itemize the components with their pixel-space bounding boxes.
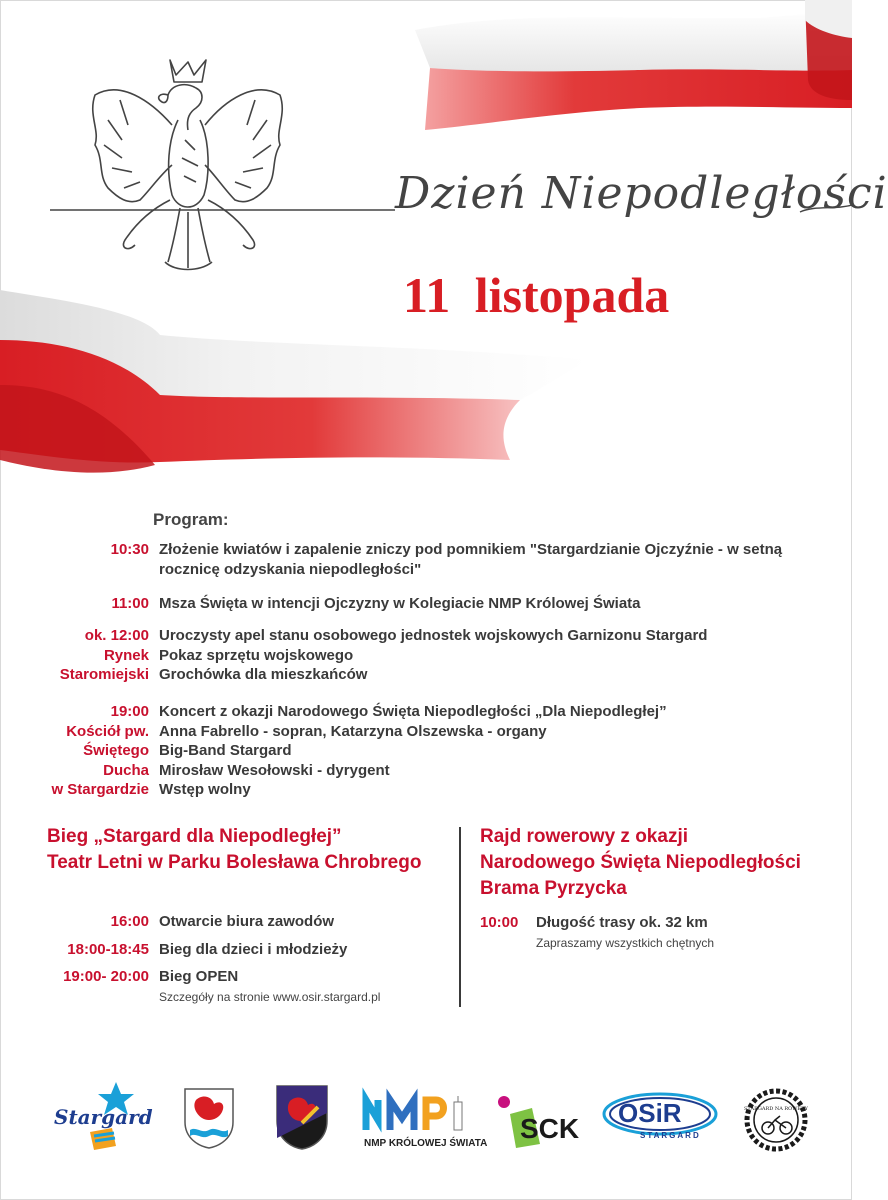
rally-note: Zapraszamy wszystkich chętnych — [536, 936, 715, 950]
osir-logo-subtext: STARGARD — [640, 1131, 701, 1140]
run-desc: Otwarcie biura zawodów — [159, 913, 335, 930]
program-desc: Uroczysty apel stanu osobowego jednostek wojskowych Garnizonu Stargard — [159, 627, 708, 644]
rally-desc: Długość trasy ok. 32 km — [536, 914, 708, 931]
bike-logo-text: STARGARD NA ROWERY — [744, 1106, 808, 1112]
program-location: Staromiejski — [59, 666, 149, 683]
flag-top-right — [415, 0, 852, 130]
program-location: Świętego — [83, 742, 149, 759]
nmp-logo — [364, 1094, 488, 1150]
nmp-logo-text: NMP KRÓLOWEJ ŚWIATA — [364, 1138, 488, 1149]
event-date: 11 listopada — [403, 267, 670, 323]
run-desc: Bieg OPEN — [159, 968, 239, 985]
eagle-emblem — [93, 60, 283, 270]
sck-logo-text: SCK — [520, 1113, 580, 1144]
run-desc: Bieg dla dzieci i młodzieży — [159, 941, 348, 958]
program-desc: Big-Band Stargard — [159, 742, 292, 759]
rally-title: Rajd rowerowy z okazji — [480, 826, 688, 847]
column-divider — [459, 827, 461, 1007]
run-time: 19:00- 20:00 — [63, 968, 149, 985]
program-desc: Mirosław Wesołowski - dyrygent — [159, 761, 390, 779]
rally-location: Brama Pyrzycka — [480, 878, 627, 899]
header-decoration — [0, 0, 852, 500]
osir-logo-text: OSiR — [618, 1098, 682, 1128]
script-title: Dzień Niepodległości — [395, 168, 888, 219]
run-title: Bieg „Stargard dla Niepodległej” — [47, 826, 342, 847]
program-location: Ducha — [103, 761, 149, 779]
program-time: 11:00 — [111, 595, 149, 612]
program-desc: Anna Fabrello - sopran, Katarzyna Olszewska - organy — [159, 722, 547, 740]
run-time: 18:00-18:45 — [67, 941, 149, 958]
program-time: 19:00 — [110, 703, 149, 720]
osir-logo — [602, 1088, 720, 1144]
program-desc: Wstęp wolny — [159, 781, 251, 798]
run-time: 16:00 — [110, 913, 149, 930]
county-coat-of-arms — [182, 1086, 236, 1150]
city-coat-of-arms — [274, 1083, 330, 1151]
rally-title: Narodowego Święta Niepodległości — [480, 852, 801, 873]
program-desc: Msza Święta w intencji Ojczyzny w Kolegiacie NMP Królowej Świata — [159, 595, 641, 612]
sck-logo — [496, 1094, 582, 1150]
stargard-logo — [50, 1080, 153, 1160]
program-desc: Koncert z okazji Narodowego Święta Niepodległości „Dla Niepodległej” — [159, 703, 667, 720]
stargard-logo-text: Stargard — [54, 1105, 153, 1129]
program-desc: Pokaz sprzętu wojskowego — [159, 646, 354, 664]
run-note: Szczegóły na stronie www.osir.stargard.pl — [159, 990, 381, 1004]
program-desc: Grochówka dla mieszkańców — [159, 666, 368, 683]
bike-logo — [744, 1088, 808, 1152]
program-time: 10:30 — [110, 541, 149, 558]
program-desc: rocznicę odzyskania niepodległości" — [159, 560, 422, 578]
program-desc: Złożenie kwiatów i zapalenie zniczy pod pomnikiem "Stargardzianie Ojczyźnie - w setną — [159, 541, 783, 558]
program-heading: Program: — [153, 510, 229, 529]
run-subtitle: Teatr Letni w Parku Bolesława Chrobrego — [47, 852, 422, 873]
program-location: w Stargardzie — [51, 781, 149, 798]
rally-time: 10:00 — [480, 914, 519, 931]
program-location: Rynek — [103, 646, 149, 664]
program-time: ok. 12:00 — [84, 627, 149, 644]
program-location: Kościół pw. — [66, 722, 149, 740]
